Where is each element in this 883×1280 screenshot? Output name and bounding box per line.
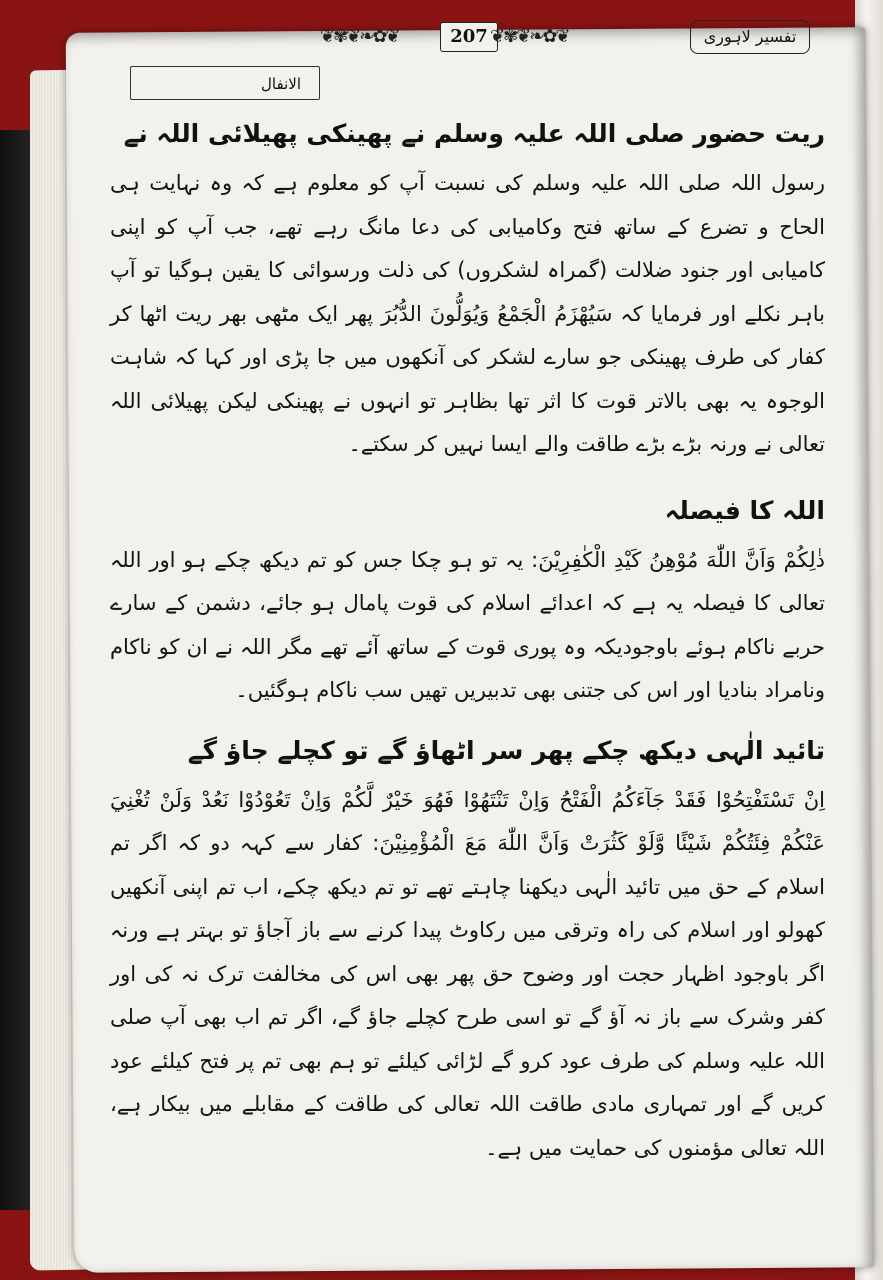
page-content — [110, 110, 825, 1170]
section-heading: تائید الٰہی دیکھ چکے پھر سر اٹھاؤ گے تو کچلے جاؤ گے — [187, 735, 825, 765]
book-title: تفسیر لاہوری — [690, 20, 810, 54]
header-ornament-left: ❦✾❦❧✿❦ — [320, 26, 399, 47]
section-heading: ریت حضور صلی اللہ علیہ وسلم نے پھینکی پھیلائی اللہ نے — [123, 119, 825, 148]
paragraph: ذٰلِكُمْ وَاَنَّ اللّٰهَ مُوْهِنُ كَيْدِ الْكٰفِرِيْنَ: یہ تو ہو چکا جس کو تم دیکھ چکے ہو اور اللہ تعالی کا فیصلہ یہ ہے کہ اعدائے اسلام کی قوت پامال ہو جائے، دشمن کے سارے حربے ناکام ہوئے باوجودیکہ وہ پوری قوت کے ساتھ آئے تھے مگر اللہ نے ان کو ناکام ونامراد بنادیا اور اس کی جتنی بھی تدبیریں تھیں سب ناکام ہوگئیں۔ — [110, 547, 825, 702]
chapter-name: الانفال — [130, 66, 320, 100]
header-ornament-right: ❦✾❦❧✿❦ — [490, 26, 569, 47]
paragraph: رسول اللہ صلی اللہ علیہ وسلم کی نسبت آپ کو معلوم ہے کہ وہ نہایت ہی الحاح و تضرع کے ساتھ فتح وکامیابی کی دعا مانگ رہے تھے، جب آپ کو اپنی کامیابی اور جنود ضلالت (گمراہ لشکروں) کی ذلت ورسوائی کا یقین ہوگیا تو آپ باہر نکلے اور فرمایا کہ سَيُهْزَمُ الْجَمْعُ وَيُوَلُّونَ الدُّبُرَ پھر ایک مٹھی بھر ریت اٹھا کر کفار کی طرف پھینکی جو سارے لشکر کی آنکھوں میں جا پڑی اور کہا کہ شاہت الوجوہ یہ بھی بالاتر قوت کا اثر تھا بظاہر تو انہوں نے پھینکی لیکن پھیلائی اللہ تعالی نے ورنہ بڑے بڑے طاقت والے ایسا نہیں کر سکتے۔ — [110, 171, 825, 456]
page-header — [110, 18, 843, 58]
paragraph: اِنْ تَسْتَفْتِحُوْا فَقَدْ جَآءَكُمُ الْفَتْحُ وَاِنْ تَنْتَهُوْا فَهُوَ خَيْرٌ لَّكُمْ وَاِنْ تَعُوْدُوْا نَعُدْ وَلَنْ تُغْنِيَ عَنْكُمْ فِئَتُكُمْ شَيْئًا وَّلَوْ كَثُرَتْ وَاَنَّ اللّٰهَ مَعَ الْمُؤْمِنِيْنَ: کفار سے کہہ دو کہ اگر تم اسلام کے حق میں تائید الٰہی دیکھنا چاہتے تھے تو تم دیکھ چکے، اب تم اپنی آنکھیں کھولو اور اسلام کی راہ وترقی میں رکاوٹ پیدا کرنے سے باز آجاؤ تو بہتر ہے ورنہ اگر باوجود اظہار حجت اور وضوح حق پھر بھی اس کی مخالفت ترک نہ کی اور کفر وشرک سے باز نہ آؤ گے تو اسی طرح کچلے جاؤ گے، اگر تم اب بھی آپ صلی اللہ علیہ وسلم کی طرف عود کرو گے لڑائی کیلئے تو ہم بھی تم پر فتح کیلئے عود کریں گے اور تمہاری مادی طاقت اللہ تعالی کی طاقت کے مقابلے میں بیکار ہے، اللہ تعالی مؤمنوں کی حمایت میں ہے۔ — [110, 787, 825, 1160]
page-number: 207 — [440, 22, 498, 52]
section-heading: اللہ کا فیصلہ — [664, 495, 825, 525]
